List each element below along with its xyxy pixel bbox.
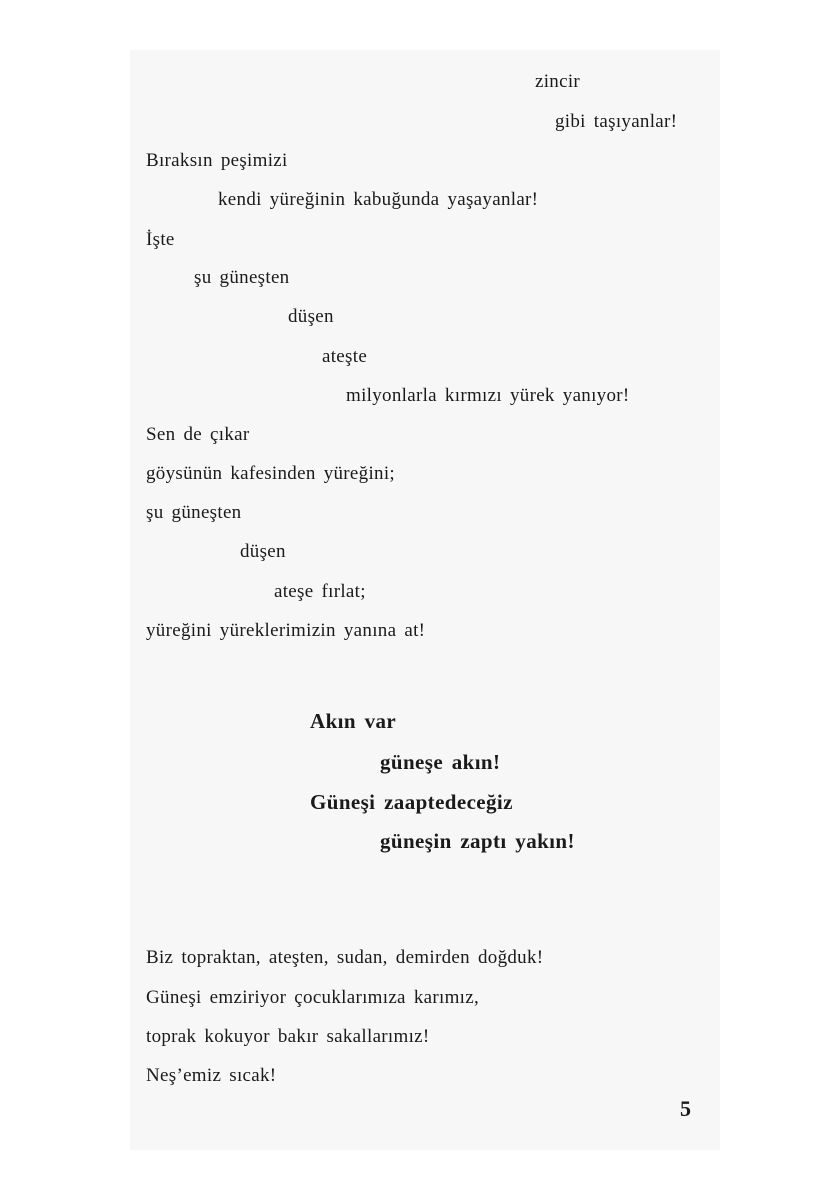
- poem-line: ateşe fırlat;: [274, 581, 366, 602]
- page-number: 5: [680, 1096, 691, 1121]
- poem-line: yüreğini yüreklerimizin yanına at!: [146, 620, 426, 641]
- book-page: [130, 50, 720, 1150]
- poem-line: İşte: [146, 229, 175, 250]
- poem-line: zincir: [535, 71, 581, 92]
- refrain-line: güneşin zaptı yakın!: [380, 829, 575, 853]
- poem-line: şu güneşten: [194, 267, 290, 288]
- poem-line: düşen: [240, 541, 286, 562]
- poem-line: Bıraksın peşimizi: [146, 150, 288, 171]
- refrain-line: Güneşi zaaptedeceğiz: [310, 790, 513, 814]
- refrain-line: Akın var: [310, 709, 397, 733]
- poem-line: Biz topraktan, ateşten, sudan, demirden doğduk!: [146, 947, 544, 968]
- poem-line: kendi yüreğinin kabuğunda yaşayanlar!: [218, 189, 539, 210]
- poem-line: ateşte: [322, 346, 368, 367]
- poem-line: Sen de çıkar: [146, 424, 250, 445]
- refrain-line: güneşe akın!: [380, 750, 501, 774]
- poem-line: düşen: [288, 306, 334, 327]
- poem-line: toprak kokuyor bakır sakallarımız!: [146, 1026, 430, 1047]
- poem-line: Neş’emiz sıcak!: [146, 1065, 277, 1086]
- poem-line: milyonlarla kırmızı yürek yanıyor!: [346, 385, 630, 406]
- poem-line: Güneşi emziriyor çocuklarımıza karımız,: [146, 987, 480, 1008]
- poem-line: göysünün kafesinden yüreğini;: [146, 463, 395, 484]
- poem-line: şu güneşten: [146, 502, 242, 523]
- poem-line: gibi taşıyanlar!: [555, 111, 678, 132]
